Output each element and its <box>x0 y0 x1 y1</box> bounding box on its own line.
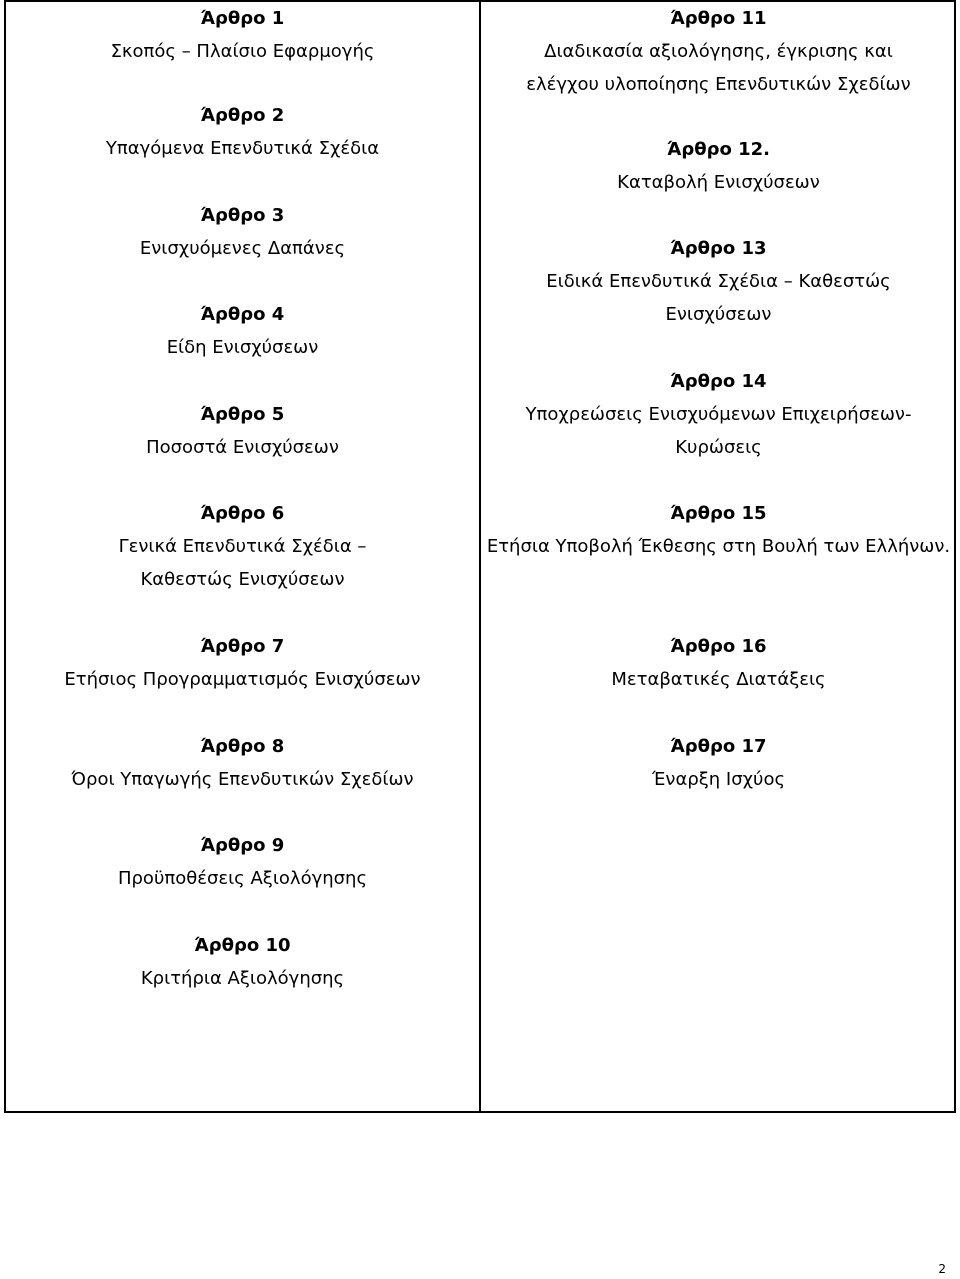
article-entry <box>6 497 479 596</box>
article-title: Ειδικά Επενδυτικά Σχέδια – Καθεστώς Ενισχύσεων <box>546 271 891 325</box>
article-entry <box>6 929 479 995</box>
article-title: Μεταβατικές Διατάξεις <box>611 669 826 690</box>
article-entry <box>481 730 956 796</box>
article-number: Άρθρο 7 <box>200 636 285 657</box>
article-entry <box>6 99 479 165</box>
article-entry <box>6 730 479 796</box>
page-number: 2 <box>938 1262 946 1276</box>
article-number: Άρθρο 2 <box>200 105 285 126</box>
article-number: Άρθρο 10 <box>194 935 291 956</box>
article-title: Καταβολή Ενισχύσεων <box>617 172 820 193</box>
article-entry <box>6 199 479 265</box>
article-title: Ποσοστά Ενισχύσεων <box>146 437 339 458</box>
article-entry <box>481 497 956 563</box>
article-number: Άρθρο 6 <box>200 503 285 524</box>
article-title: Προϋποθέσεις Αξιολόγησης <box>117 868 368 889</box>
article-entry <box>481 630 956 696</box>
article-title: Υπαγόμενα Επενδυτικά Σχέδια <box>105 138 380 159</box>
article-title: Ετήσιος Προγραμματισμός Ενισχύσεων <box>64 669 421 690</box>
article-title: Κριτήρια Αξιολόγησης <box>140 968 345 989</box>
article-number: Άρθρο 1 <box>200 8 285 29</box>
article-entry <box>6 298 479 364</box>
article-title: Ετήσια Υποβολή Έκθεσης στη Βουλή των Ελλήνων. <box>486 536 951 557</box>
table-of-contents <box>4 0 956 1113</box>
article-entry <box>481 232 956 331</box>
article-number: Άρθρο 12. <box>666 139 770 160</box>
article-title: Διαδικασία αξιολόγησης, έγκρισης και ελέγχου υλοποίησης Επενδυτικών Σχεδίων <box>526 41 911 95</box>
article-number: Άρθρο 3 <box>200 205 285 226</box>
article-title: Σκοπός – Πλαίσιο Εφαρμογής <box>110 41 375 62</box>
article-number: Άρθρο 15 <box>670 503 767 524</box>
article-number: Άρθρο 11 <box>670 8 767 29</box>
article-number: Άρθρο 17 <box>670 736 767 757</box>
article-entry <box>6 630 479 696</box>
article-title: Γενικά Επενδυτικά Σχέδια – Καθεστώς Ενισχύσεων <box>118 536 367 590</box>
article-entry <box>481 2 956 101</box>
article-entry <box>6 829 479 895</box>
article-number: Άρθρο 9 <box>200 835 285 856</box>
article-entry <box>481 133 956 199</box>
article-title: Ενισχυόμενες Δαπάνες <box>139 238 346 259</box>
article-number: Άρθρο 14 <box>670 371 767 392</box>
article-number: Άρθρο 16 <box>670 636 767 657</box>
article-entry <box>6 398 479 464</box>
article-entry <box>6 2 479 68</box>
article-number: Άρθρο 8 <box>200 736 285 757</box>
article-title: Έναρξη Ισχύος <box>651 769 786 790</box>
article-title: Όροι Υπαγωγής Επενδυτικών Σχεδίων <box>71 769 414 790</box>
toc-left-column <box>6 2 481 1111</box>
article-entry <box>481 365 956 464</box>
article-title: Υποχρεώσεις Ενισχυόμενων Επιχειρήσεων- Κυρώσεις <box>525 404 912 458</box>
toc-right-column <box>481 2 954 1111</box>
article-number: Άρθρο 13 <box>670 238 767 259</box>
article-title: Είδη Ενισχύσεων <box>166 337 319 358</box>
article-number: Άρθρο 5 <box>200 404 285 425</box>
article-number: Άρθρο 4 <box>200 304 285 325</box>
